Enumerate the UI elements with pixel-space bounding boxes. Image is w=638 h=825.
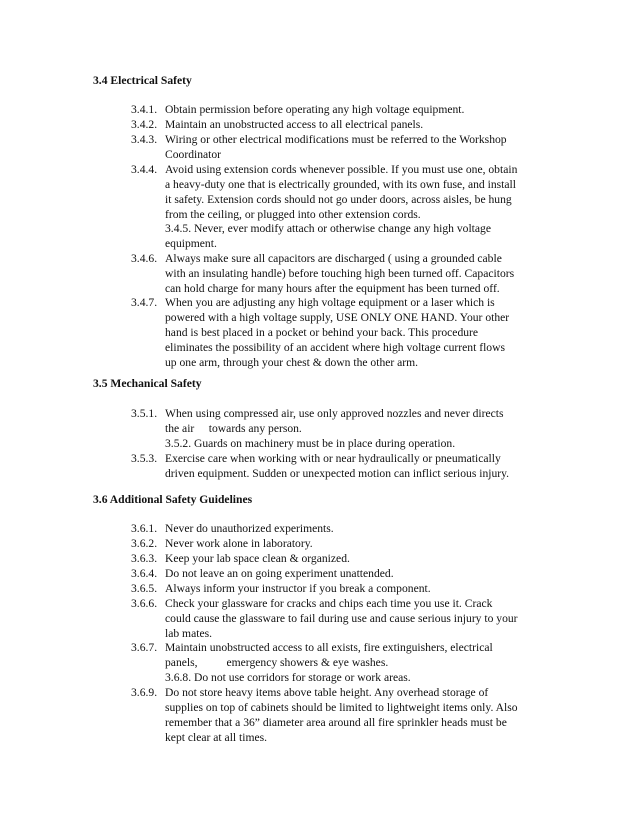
- section-heading-3-5: 3.5 Mechanical Safety: [93, 377, 202, 390]
- list-item: [131, 552, 546, 567]
- list-item-indented: [165, 671, 545, 686]
- list-item: [131, 133, 546, 163]
- item-number: 3.6.4.: [131, 567, 158, 580]
- item-line: powered with a high voltage supply, USE ONLY ONE HAND. Your other: [165, 310, 510, 324]
- item-line: Always make sure all capacitors are discharged ( using a grounded cable: [165, 252, 502, 265]
- item-number: 3.6.1.: [131, 522, 158, 535]
- section-heading-3-4: 3.4 Electrical Safety: [93, 74, 192, 87]
- item-number: 3.6.7.: [131, 641, 158, 654]
- item-line: Always inform your instructor if you break a component.: [165, 582, 431, 595]
- item-line: When you are adjusting any high voltage equipment or a laser which is: [165, 296, 495, 309]
- item-number: 3.4.4.: [131, 163, 158, 176]
- item-line: hand is best placed in a pocket or behind your back. This procedure: [165, 325, 479, 339]
- item-line: Coordinator: [165, 147, 222, 161]
- item-line: Maintain unobstructed access to all exists, fire extinguishers, electrical: [165, 641, 493, 654]
- list-item: [131, 522, 546, 537]
- item-number: 3.4.3.: [131, 133, 158, 146]
- item-line: eliminates the possibility of an accident where high voltage current flows: [165, 340, 505, 354]
- item-number: 3.4.7.: [131, 296, 158, 309]
- item-line: Never work alone in laboratory.: [165, 537, 313, 550]
- item-line: panels, emergency showers & eye washes.: [165, 655, 389, 669]
- list-item-indented: [165, 437, 545, 452]
- item-line: Wiring or other electrical modifications must be referred to the Workshop: [165, 133, 507, 146]
- item-line: lab mates.: [165, 626, 213, 640]
- list-item: [131, 252, 546, 297]
- item-number: 3.5.1.: [131, 407, 158, 420]
- item-line: 3.6.8. Do not use corridors for storage or work areas.: [165, 671, 411, 684]
- list-item: [131, 452, 546, 482]
- item-number: 3.4.6.: [131, 252, 158, 265]
- item-line: from the ceiling, or plugged into other extension cords.: [165, 207, 421, 221]
- list-item: [131, 118, 546, 133]
- item-number: 3.4.1.: [131, 103, 158, 116]
- item-line: kept clear at all times.: [165, 730, 268, 744]
- item-line: can hold charge for many hours after the equipment has been turned off.: [165, 281, 500, 295]
- list-item: [131, 686, 546, 746]
- item-line: Never do unauthorized experiments.: [165, 522, 334, 535]
- list-item: [131, 296, 546, 371]
- list-item: [131, 537, 546, 552]
- list-item: [131, 567, 546, 582]
- item-number: 3.6.6.: [131, 597, 158, 610]
- item-line: Avoid using extension cords whenever possible. If you must use one, obtain: [165, 163, 518, 176]
- list-item-indented: [165, 222, 545, 252]
- item-line: it safety. Extension cords should not go under doors, across aisles, be hung: [165, 192, 512, 206]
- item-line: 3.5.2. Guards on machinery must be in place during operation.: [165, 437, 456, 450]
- item-line: Do not store heavy items above table height. Any overhead storage of: [165, 686, 489, 699]
- item-number: 3.6.5.: [131, 582, 158, 595]
- list-item: [131, 597, 546, 642]
- item-line: driven equipment. Sudden or unexpected motion can inflict serious injury.: [165, 466, 510, 480]
- item-number: 3.6.2.: [131, 537, 158, 550]
- item-line: When using compressed air, use only approved nozzles and never directs: [165, 407, 504, 420]
- item-number: 3.6.9.: [131, 686, 158, 699]
- item-line: could cause the glassware to fail during use and cause serious injury to your: [165, 611, 518, 625]
- item-line: equipment.: [165, 236, 217, 250]
- item-line: with an insulating handle) before touching high been turned off. Capacitors: [165, 266, 515, 280]
- item-number: 3.6.3.: [131, 552, 158, 565]
- item-line: Keep your lab space clean & organized.: [165, 552, 350, 565]
- item-line: remember that a 36” diameter area around all fire sprinkler heads must be: [165, 715, 507, 729]
- item-line: Do not leave an on going experiment unattended.: [165, 567, 394, 580]
- item-line: up one arm, through your chest & down the other arm.: [165, 355, 419, 369]
- item-line: Exercise care when working with or near hydraulically or pneumatically: [165, 452, 501, 465]
- list-item: [131, 103, 546, 118]
- list-item: [131, 163, 546, 223]
- section-heading-3-6: 3.6 Additional Safety Guidelines: [93, 493, 253, 506]
- item-line: Check your glassware for cracks and chips each time you use it. Crack: [165, 597, 493, 610]
- item-line: a heavy-duty one that is electrically grounded, with its own fuse, and install: [165, 177, 516, 191]
- item-line: Obtain permission before operating any high voltage equipment.: [165, 103, 465, 116]
- item-line: the air towards any person.: [165, 421, 302, 435]
- item-line: Maintain an unobstructed access to all electrical panels.: [165, 118, 424, 131]
- item-number: 3.4.2.: [131, 118, 158, 131]
- list-item: [131, 641, 546, 671]
- item-line: 3.4.5. Never, ever modify attach or otherwise change any high voltage: [165, 222, 491, 235]
- item-number: 3.5.3.: [131, 452, 158, 465]
- item-line: supplies on top of cabinets should be limited to lightweight items only. Also: [165, 700, 518, 714]
- list-item: [131, 582, 546, 597]
- list-item: [131, 407, 546, 437]
